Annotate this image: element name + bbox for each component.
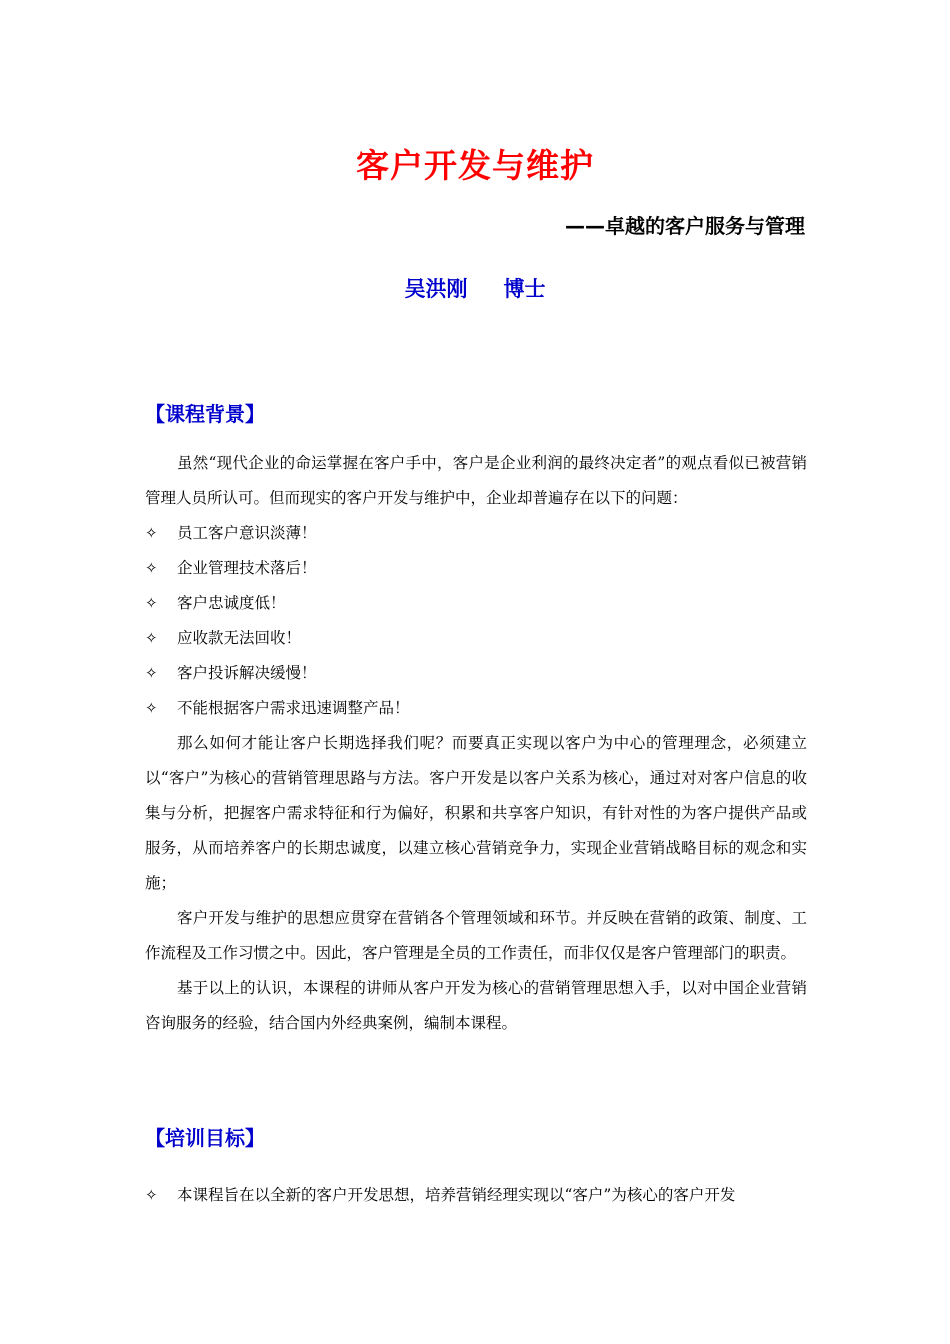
section-heading-goals: 【培训目标】 xyxy=(145,1126,265,1150)
section-body-goals xyxy=(145,1178,807,1213)
list-item: ✧ 员工客户意识淡薄！ xyxy=(145,516,807,551)
document-title: 客户开发与维护 xyxy=(356,146,594,185)
background-bullet-list xyxy=(145,516,807,726)
author-line xyxy=(0,273,950,303)
list-item: ✧ 客户忠诚度低！ xyxy=(145,586,807,621)
background-paragraph: 基于以上的认识，本课程的讲师从客户开发为核心的营销管理思想入手，以对中国企业营销咨询服务的经验，结合国内外经典案例，编制本课程。 xyxy=(145,979,807,1032)
list-item: ✧ 本课程旨在以全新的客户开发思想，培养营销经理实现以“客户”为核心的客户开发 xyxy=(145,1178,807,1213)
section-heading-background: 【课程背景】 xyxy=(145,402,265,426)
four-pointed-star-icon: ✧ xyxy=(145,699,158,717)
list-item: ✧ 企业管理技术落后！ xyxy=(145,551,807,586)
list-item: ✧ 不能根据客户需求迅速调整产品！ xyxy=(145,691,807,726)
author-degree: 博士 xyxy=(503,277,546,301)
four-pointed-star-icon: ✧ xyxy=(145,524,158,542)
background-paragraph: 那么如何才能让客户长期选择我们呢？而要真正实现以客户为中心的管理理念，必须建立以“客户”为核心的营销管理思路与方法。客户开发是以客户关系为核心，通过对对客户信息的收集与分析，把握客户需求特征和行为偏好，积累和共享客户知识，有针对性的为客户提供产品或服务，从而培养客户的长期忠诚度，以建立核心营销竞争力，实现企业营销战略目标的观念和实施； xyxy=(145,734,807,892)
background-paragraph: 客户开发与维护的思想应贯穿在营销各个管理领域和环节。并反映在营销的政策、制度、工作流程及工作习惯之中。因此，客户管理是全员的工作责任，而非仅仅是客户管理部门的职责。 xyxy=(145,909,807,962)
section-body-background xyxy=(145,446,807,1041)
goals-bullet-list xyxy=(145,1178,807,1213)
four-pointed-star-icon: ✧ xyxy=(145,664,158,682)
four-pointed-star-icon: ✧ xyxy=(145,559,158,577)
author-name: 吴洪刚 xyxy=(404,277,468,301)
four-pointed-star-icon: ✧ xyxy=(145,629,158,647)
list-item: ✧ 客户投诉解决缓慢！ xyxy=(145,656,807,691)
background-intro: 虽然“现代企业的命运掌握在客户手中，客户是企业利润的最终决定者”的观点看似已被营销管理人员所认可。但而现实的客户开发与维护中，企业却普遍存在以下的问题： xyxy=(145,454,807,507)
list-item: ✧ 应收款无法回收！ xyxy=(145,621,807,656)
document-subtitle: ——卓越的客户服务与管理 xyxy=(565,214,805,238)
four-pointed-star-icon: ✧ xyxy=(145,594,158,612)
four-pointed-star-icon: ✧ xyxy=(145,1186,158,1204)
